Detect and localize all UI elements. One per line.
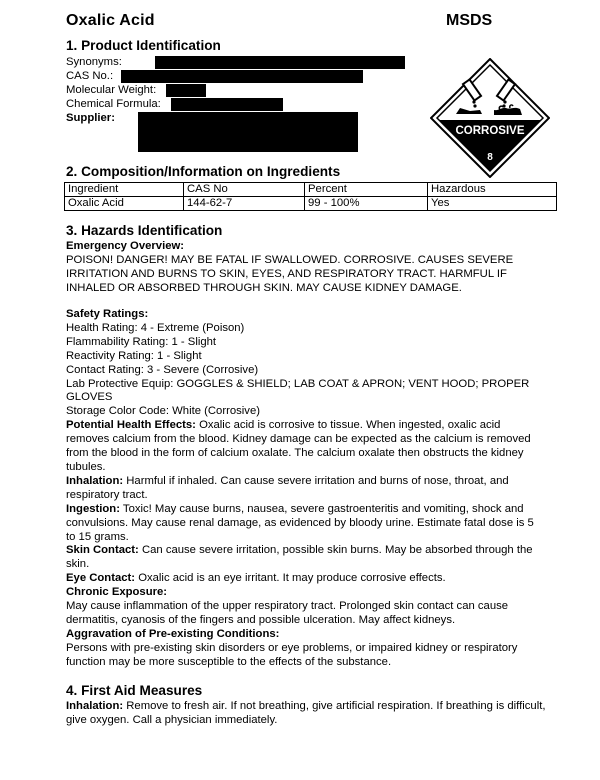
ingestion-label: Ingestion:: [66, 502, 120, 515]
column-header: Percent: [305, 183, 428, 197]
molecular-weight-label: Molecular Weight:: [66, 84, 157, 96]
ingestion-text: Toxic! May cause burns, nausea, severe gastroenteritis and vomiting, shock and convulsions. May cause renal damage, as evidenced by bloody urine. Estimate fatal dose is 5 to 15 grams.: [66, 502, 534, 543]
aggravation-text: Persons with pre-existing skin disorders or eye problems, or impaired kidney or respiratory function may be more susceptible to the effects of the substance.: [66, 641, 518, 668]
storage-color-code: Storage Color Code: White (Corrosive): [66, 405, 260, 418]
reactivity-rating: Reactivity Rating: 1 - Slight: [66, 349, 202, 362]
redacted-molecular-weight: [166, 84, 206, 97]
eye-contact-effects: [66, 572, 546, 586]
column-header: CAS No: [184, 183, 305, 197]
safety-ratings: [66, 308, 546, 670]
chemical-formula-label: Chemical Formula:: [66, 98, 161, 110]
potential-health-effects-text: Oxalic acid is corrosive to tissue. When ingested, oxalic acid removes calcium from the blood. Kidney damage can be expected as the calcium is removed from the blood in the form of calcium oxalate. The calcium oxalate then obstructs the kidney tubules.: [66, 419, 531, 473]
document-title: Oxalic Acid: [66, 12, 155, 29]
aggravation-label: Aggravation of Pre-existing Conditions:: [66, 627, 280, 640]
column-header: Hazardous: [428, 183, 557, 197]
inhalation-effects: [66, 475, 546, 503]
redacted-supplier: [138, 112, 358, 152]
cas-label: CAS No.:: [66, 70, 114, 82]
lab-protective-equip: Lab Protective Equip: GOGGLES & SHIELD; LAB COAT & APRON; VENT HOOD; PROPER GLOVES: [66, 377, 530, 404]
table-header-row: [65, 183, 557, 197]
chronic-exposure-label: Chronic Exposure:: [66, 586, 168, 599]
ingestion-effects: [66, 503, 546, 545]
health-rating: Health Rating: 4 - Extreme (Poison): [66, 321, 245, 334]
safety-ratings-label: Safety Ratings:: [66, 308, 149, 320]
redacted-chemical-formula: [171, 98, 283, 111]
chronic-exposure-text: May cause inflammation of the upper respiratory tract. Prolonged skin contact can cause dermatitis, cyanosis of the fingers and possible ulceration. May affect kidneys.: [66, 600, 509, 626]
section-1-heading: 1. Product Identification: [66, 38, 221, 53]
section-4-heading: 4. First Aid Measures: [66, 683, 203, 698]
eye-contact-label: Eye Contact:: [66, 572, 136, 585]
section-2-heading: 2. Composition/Information on Ingredients: [66, 164, 341, 179]
supplier-label: Supplier:: [66, 112, 115, 124]
redacted-synonyms: [155, 56, 405, 69]
corrosive-label: CORROSIVE: [455, 125, 525, 137]
emergency-overview: [66, 240, 546, 296]
emergency-overview-label: Emergency Overview:: [66, 240, 185, 252]
table-cell: Oxalic Acid: [65, 197, 184, 211]
table-row: [65, 197, 557, 211]
table-cell: 99 - 100%: [305, 197, 428, 211]
document-type: MSDS: [446, 12, 493, 29]
table-cell: 144-62-7: [184, 197, 305, 211]
skin-contact-text: Can cause severe irritation, possible skin burns. May be absorbed through the skin.: [66, 544, 533, 571]
first-aid-inhalation: [66, 700, 546, 728]
skin-contact-label: Skin Contact:: [66, 544, 139, 557]
eye-contact-text: Oxalic acid is an eye irritant. It may produce corrosive effects.: [135, 572, 446, 585]
redacted-cas-no: [121, 70, 363, 83]
potential-health-effects-label: Potential Health Effects:: [66, 419, 196, 432]
hazard-class-number: 8: [487, 152, 493, 163]
emergency-overview-text: POISON! DANGER! MAY BE FATAL IF SWALLOWED. CORROSIVE. CAUSES SEVERE IRRITATION AND BURNS TO SKIN, EYES, AND RESPIRATORY TRACT. HARMFUL IF INHALED OR ABSORBED THROUGH SKIN. MAY CAUSE KIDNEY DAMAGE.: [66, 253, 514, 294]
section-3-heading: 3. Hazards Identification: [66, 223, 223, 238]
first-aid-inhalation-label: Inhalation:: [66, 700, 124, 712]
table-cell: Yes: [428, 197, 557, 211]
contact-rating: Contact Rating: 3 - Severe (Corrosive): [66, 363, 259, 376]
first-aid-inhalation-text: Remove to fresh air. If not breathing, give artificial respiration. If breathing is difficult, give oxygen. Call a physician immediately.: [66, 700, 546, 726]
column-header: Ingredient: [65, 183, 184, 197]
skin-contact-effects: [66, 544, 546, 572]
flammability-rating: Flammability Rating: 1 - Slight: [66, 335, 217, 348]
inhalation-label: Inhalation:: [66, 474, 124, 487]
synonyms-label: Synonyms:: [66, 56, 122, 68]
inhalation-text: Harmful if inhaled. Can cause severe irritation and burns of nose, throat, and respiratory tract.: [66, 474, 509, 501]
corrosive-hazard-diamond-icon: [430, 58, 550, 178]
ingredients-table: [64, 182, 557, 211]
potential-health-effects: [66, 419, 546, 475]
